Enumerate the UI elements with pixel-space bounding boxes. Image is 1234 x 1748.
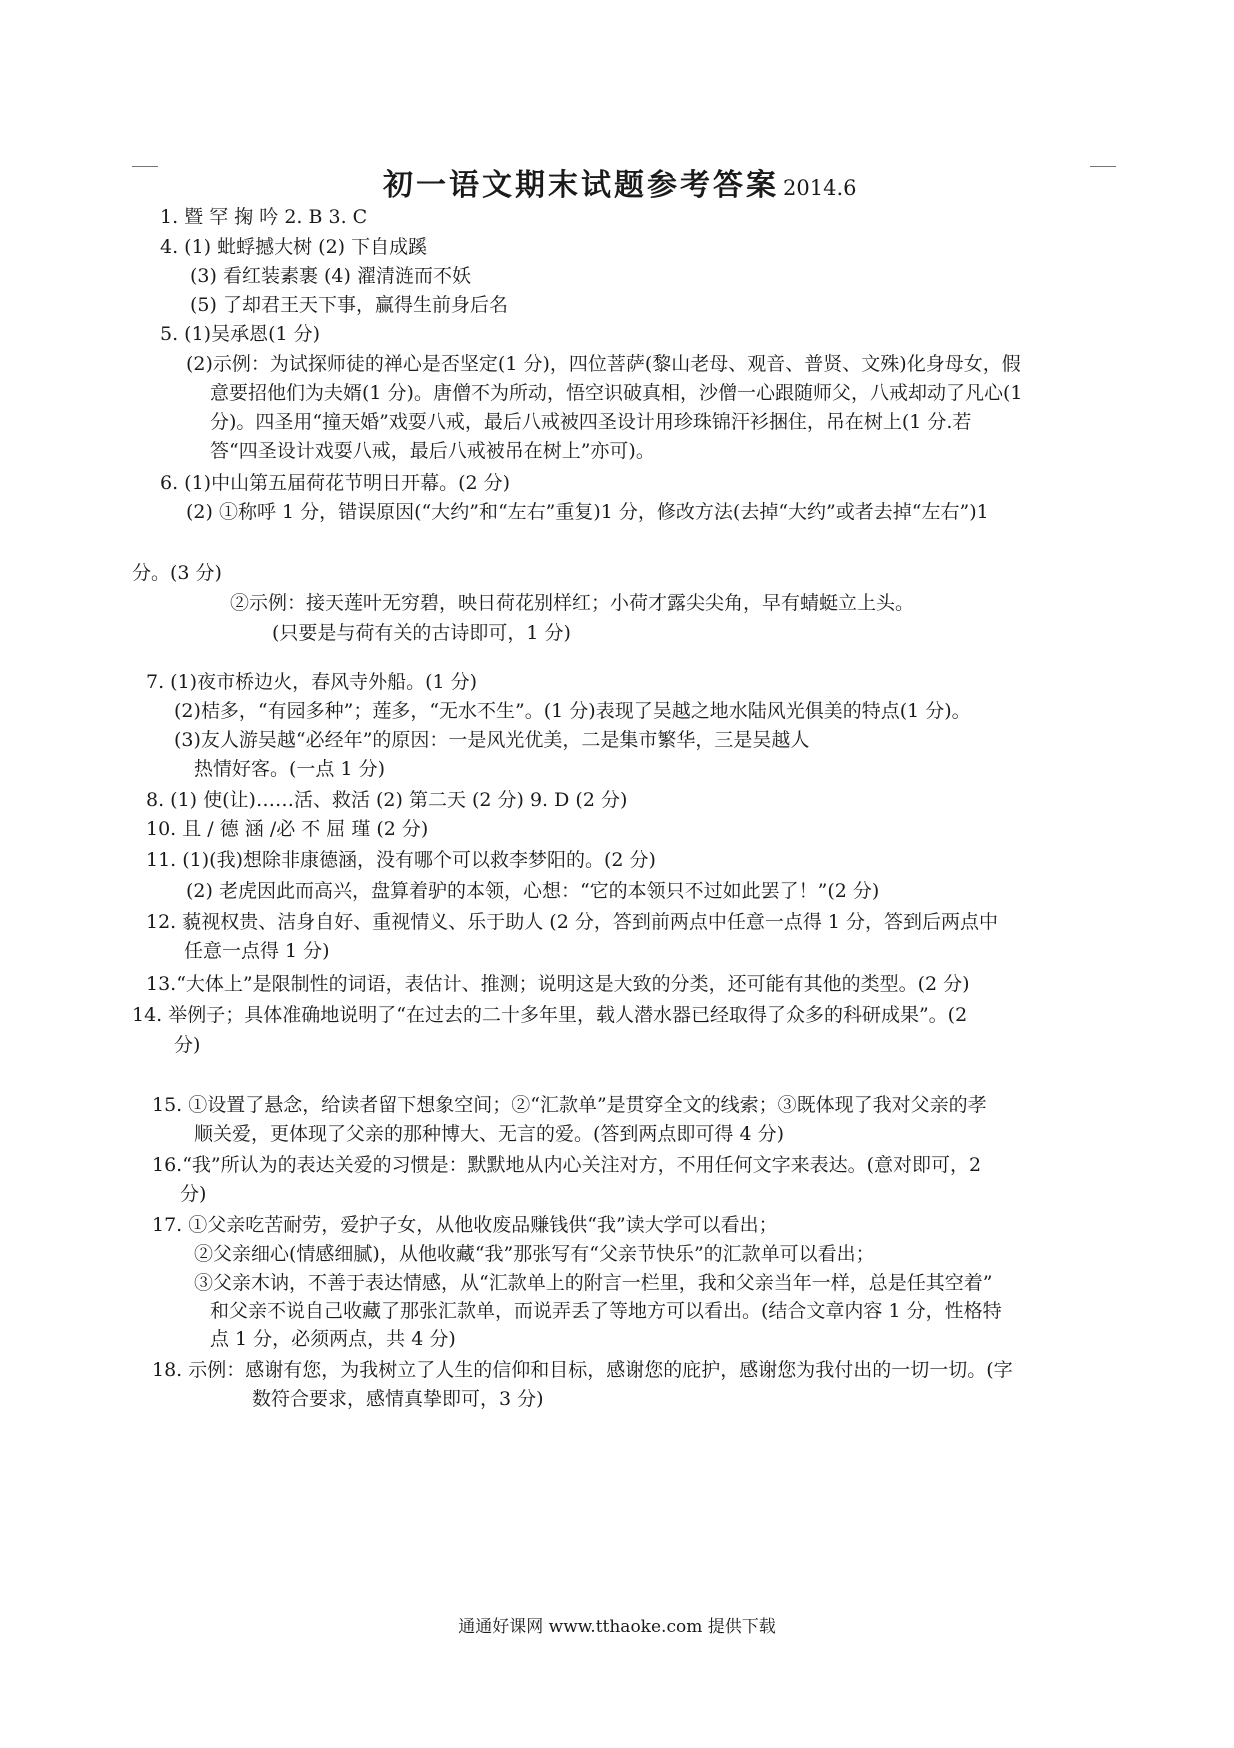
answer-line: ②示例：接天莲叶无穷碧，映日荷花别样红；小荷才露尖尖角，早有蜻蜓立上头。: [230, 592, 915, 614]
answer-line: (3) 看红装素裹 (4) 濯清涟而不妖: [190, 265, 471, 287]
answer-line: 和父亲不说自己收藏了那张汇款单，而说弄丢了等地方可以看出。(结合文章内容 1 分，性格特: [210, 1300, 1002, 1322]
right-header-rule: [1090, 166, 1116, 167]
answer-line: (5) 了却君王天下事，赢得生前身后名: [190, 294, 508, 316]
page-title: [383, 160, 856, 204]
answer-line: 18. 示例：感谢有您，为我树立了人生的信仰和目标，感谢您的庇护，感谢您为我付出的一切一切。(字: [152, 1359, 1013, 1381]
answer-line: (3)友人游吴越“必经年”的原因：一是风光优美，二是集市繁华，三是吴越人: [174, 729, 810, 751]
answer-line: 14. 举例子；具体准确地说明了“在过去的二十多年里，载人潜水器已经取得了众多的科研成果”。(2: [132, 1004, 968, 1026]
answer-line: 6. (1)中山第五届荷花节明日开幕。(2 分): [160, 472, 511, 494]
answer-line: 16.“我”所认为的表达关爱的习惯是：默默地从内心关注对方，不用任何文字来表达。(意对即可，2: [152, 1154, 982, 1176]
answer-line: 答“四圣设计戏耍八戒，最后八戒被吊在树上”亦可)。: [210, 440, 655, 462]
answer-line: 1. 暨 罕 掬 吟 2. B 3. C: [160, 206, 368, 228]
title-text: 初一语文期末试题参考答案: [383, 168, 779, 203]
answer-line: 分。(3 分): [132, 562, 222, 584]
answer-line: 13.“大体上”是限制性的词语，表估计、推测；说明这是大致的分类，还可能有其他的类型。(2 分): [146, 973, 970, 995]
answer-line: 点 1 分，必须两点，共 4 分): [210, 1328, 456, 1350]
answer-line: 任意一点得 1 分): [184, 940, 330, 962]
answer-line: 12. 藐视权贵、洁身自好、重视情义、乐于助人 (2 分，答到前两点中任意一点得 1 分，答到后两点中: [146, 911, 999, 933]
left-header-rule: [132, 166, 158, 167]
answer-line: (2) 老虎因此而高兴，盘算着驴的本领，心想：“它的本领只不过如此罢了！”(2 分): [186, 880, 880, 902]
answer-line: 15. ①设置了悬念，给读者留下想象空间；②“汇款单”是贯穿全文的线索；③既体现了我对父亲的孝: [152, 1094, 987, 1116]
answer-line: 4. (1) 蚍蜉撼大树 (2) 下自成蹊: [160, 236, 428, 258]
answer-line: 分): [174, 1034, 201, 1056]
answer-line: (只要是与荷有关的古诗即可，1 分): [272, 622, 571, 644]
answer-line: ③父亲木讷，不善于表达情感，从“汇款单上的附言一栏里，我和父亲当年一样，总是任其空着”: [194, 1272, 993, 1294]
answer-line: 意要招他们为夫婿(1 分)。唐僧不为所动，悟空识破真相，沙僧一心跟随师父，八戒却动了凡心(1: [210, 382, 1023, 404]
answer-line: 8. (1) 使(让)……活、救活 (2) 第二天 (2 分) 9. D (2 分): [146, 789, 628, 811]
footer-source: 通通好课网 www.tthaoke.com 提供下载: [458, 1617, 776, 1637]
answer-line: 分)。四圣用“撞天婚”戏耍八戒，最后八戒被四圣设计用珍珠锦汗衫捆住，吊在树上(1 分.若: [210, 411, 972, 433]
answer-line: 热情好客。(一点 1 分): [194, 758, 385, 780]
answer-line: ②父亲细心(情感细腻)，从他收藏“我”那张写有“父亲节快乐”的汇款单可以看出；: [194, 1243, 875, 1265]
answer-line: 顺关爱，更体现了父亲的那种博大、无言的爱。(答到两点即可得 4 分): [194, 1123, 784, 1145]
answer-line: 5. (1)吴承恩(1 分): [160, 323, 321, 345]
answer-line: 10. 且 / 德 涵 /必 不 屈 瑾 (2 分): [146, 818, 429, 840]
title-date: 2014.6: [783, 176, 857, 200]
answer-line: 17. ①父亲吃苦耐劳，爱护子女，从他收废品赚钱供“我”读大学可以看出；: [152, 1214, 778, 1236]
answer-line: 数符合要求，感情真挚即可，3 分): [252, 1388, 544, 1410]
answer-line: 分): [180, 1183, 207, 1205]
answer-line: (2)桔多，“有园多种”；莲多，“无水不生”。(1 分)表现了吴越之地水陆风光俱美的特点(1 分)。: [174, 700, 971, 722]
answer-line: 11. (1)(我)想除非康德涵，没有哪个可以救李梦阳的。(2 分): [146, 849, 656, 871]
answer-line: 7. (1)夜市桥边火，春风寺外船。(1 分): [146, 671, 478, 693]
answer-line: (2)示例：为试探师徒的禅心是否坚定(1 分)，四位菩萨(黎山老母、观音、普贤、文殊)化身母女，假: [186, 353, 1021, 375]
answer-line: (2) ①称呼 1 分，错误原因(“大约”和“左右”重复)1 分，修改方法(去掉“大约”或者去掉“左右”)1: [186, 501, 989, 523]
